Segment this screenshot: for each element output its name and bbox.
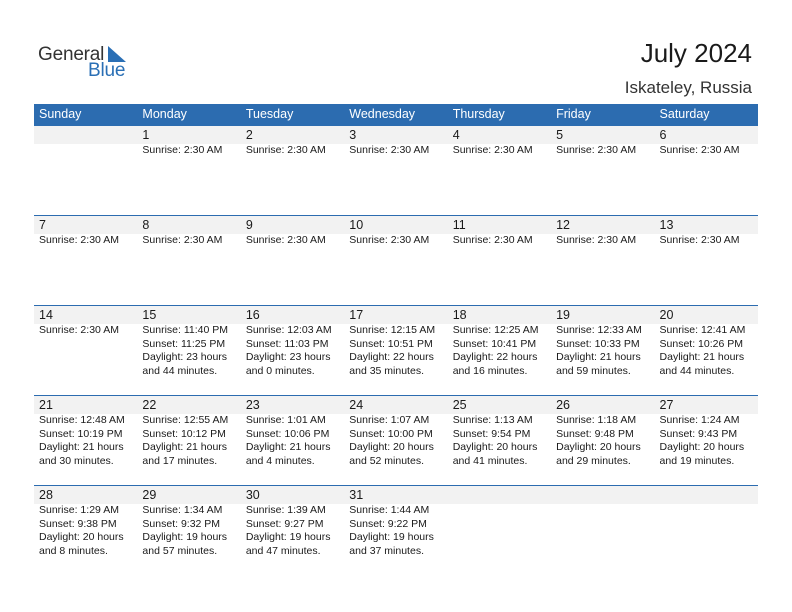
day-info-line: Sunrise: 1:18 AM <box>556 414 637 426</box>
day-info-line: Daylight: 23 hours <box>142 351 228 363</box>
day-info-line: Sunset: 10:33 PM <box>556 337 640 350</box>
day-info-line: Sunset: 9:48 PM <box>556 427 634 440</box>
day-info-line: Daylight: 20 hours <box>452 441 538 453</box>
day-info-line: Sunset: 11:03 PM <box>245 337 329 350</box>
day-number <box>39 126 137 144</box>
day-cell <box>241 216 344 248</box>
day-info-line: Sunrise: 12:55 AM <box>142 414 229 426</box>
day-info-line: Sunrise: 2:30 AM <box>39 324 119 336</box>
day-info-line: Daylight: 21 hours <box>39 441 124 453</box>
day-number: 29 <box>142 488 157 502</box>
day-number <box>453 486 551 504</box>
day-number: 31 <box>349 488 364 502</box>
day-info-line: Sunrise: 12:48 AM <box>39 414 125 426</box>
day-info-line: Sunrise: 1:01 AM <box>245 414 326 426</box>
day-info-line: Sunrise: 2:30 AM <box>245 234 326 246</box>
day-info-line: Sunset: 9:43 PM <box>659 427 738 440</box>
day-info-line: Sunrise: 1:29 AM <box>39 504 119 516</box>
day-cell <box>137 486 240 558</box>
day-info-line: Sunrise: 2:30 AM <box>659 144 740 156</box>
day-info-line: Sunrise: 2:30 AM <box>142 234 223 246</box>
day-number: 8 <box>142 218 150 232</box>
day-info-line: Sunset: 10:26 PM <box>659 337 743 350</box>
day-info-line: and 29 minutes. <box>556 454 631 467</box>
day-info-line: Sunrise: 12:41 AM <box>659 324 746 336</box>
weekday-monday: Monday <box>142 107 187 121</box>
day-info-line: Daylight: 20 hours <box>349 441 434 453</box>
day-info-line: Sunset: 10:19 PM <box>39 427 123 440</box>
day-number: 23 <box>245 398 260 412</box>
day-cell <box>34 306 137 378</box>
day-info-line: Sunrise: 2:30 AM <box>142 144 223 156</box>
day-cell <box>344 486 447 558</box>
weekday-wednesday: Wednesday <box>349 107 416 121</box>
day-info-line: Sunrise: 12:03 AM <box>245 324 332 336</box>
day-number: 5 <box>556 128 564 142</box>
day-info-line: and 30 minutes. <box>39 454 114 467</box>
weekday-thursday: Thursday <box>452 107 505 121</box>
weekday-saturday: Saturday <box>659 107 710 121</box>
day-info-line: and 47 minutes. <box>245 544 321 557</box>
day-info-line: Sunrise: 1:44 AM <box>349 504 430 516</box>
day-cell <box>344 126 447 158</box>
day-cell <box>448 126 551 158</box>
day-info-line: Sunrise: 2:30 AM <box>349 234 430 246</box>
day-info-line: Sunrise: 2:30 AM <box>452 144 533 156</box>
day-number: 16 <box>245 308 260 322</box>
day-info-line: and 52 minutes. <box>349 454 424 467</box>
day-number: 7 <box>39 218 46 232</box>
day-cell <box>448 486 551 558</box>
day-info-line: Sunset: 10:00 PM <box>349 427 433 440</box>
day-cell <box>344 306 447 378</box>
day-cell <box>655 126 758 158</box>
week-days <box>34 216 758 248</box>
day-number: 19 <box>556 308 571 322</box>
day-cell <box>655 396 758 468</box>
day-info-line: Sunrise: 12:25 AM <box>452 324 539 336</box>
day-cell <box>655 216 758 248</box>
day-cell <box>241 306 344 378</box>
day-info-line: and 8 minutes. <box>39 544 108 557</box>
day-info-line: Sunrise: 12:33 AM <box>556 324 642 336</box>
day-info-line: Sunset: 10:51 PM <box>349 337 433 350</box>
day-cell <box>241 396 344 468</box>
weekday-header <box>34 104 758 125</box>
day-number: 14 <box>39 308 53 322</box>
day-info-line: Daylight: 21 hours <box>142 441 228 453</box>
day-info-line: Sunrise: 2:30 AM <box>452 234 533 246</box>
logo-blue-text: Blue <box>88 60 126 81</box>
day-info-line: Sunrise: 2:30 AM <box>556 234 637 246</box>
day-number: 1 <box>142 128 150 142</box>
day-number: 28 <box>39 488 53 502</box>
day-number: 13 <box>659 218 674 232</box>
day-info-line: Sunset: 10:12 PM <box>142 427 226 440</box>
day-number: 25 <box>452 398 467 412</box>
day-number: 4 <box>452 128 460 142</box>
weekday-friday: Friday <box>556 107 591 121</box>
day-cell <box>344 216 447 248</box>
day-cell <box>241 126 344 158</box>
day-info-line: Sunrise: 2:30 AM <box>659 234 740 246</box>
day-info-line: Daylight: 23 hours <box>245 351 331 363</box>
day-info-line: and 16 minutes. <box>452 364 528 377</box>
day-number: 12 <box>556 218 571 232</box>
week-row <box>34 305 758 395</box>
day-info-line: Sunset: 9:27 PM <box>245 517 324 530</box>
day-info-line: and 19 minutes. <box>659 454 735 467</box>
day-info-line: and 59 minutes. <box>556 364 631 377</box>
day-number: 24 <box>349 398 364 412</box>
day-cell <box>551 126 654 158</box>
day-info-line: Sunset: 9:54 PM <box>452 427 531 440</box>
day-number: 22 <box>142 398 157 412</box>
week-days <box>34 396 758 468</box>
day-cell <box>241 486 344 558</box>
day-info-line: Sunrise: 2:30 AM <box>556 144 637 156</box>
day-info-line: and 57 minutes. <box>142 544 218 557</box>
day-info-line: Sunset: 11:25 PM <box>142 337 226 350</box>
day-info-line: Sunset: 9:32 PM <box>142 517 221 530</box>
day-info-line: and 44 minutes. <box>142 364 218 377</box>
day-info-line: Sunset: 10:06 PM <box>245 427 330 440</box>
day-number: 15 <box>142 308 157 322</box>
day-info-line: and 17 minutes. <box>142 454 218 467</box>
day-number: 26 <box>556 398 571 412</box>
location-subtitle: Iskateley, Russia <box>624 78 752 97</box>
day-number: 11 <box>452 218 466 232</box>
day-info-line: Sunrise: 1:34 AM <box>142 504 223 516</box>
logo-general-text: General <box>38 44 105 65</box>
day-info-line: Sunset: 9:22 PM <box>349 517 427 530</box>
week-row <box>34 125 758 215</box>
day-info-line: Daylight: 19 hours <box>142 531 228 543</box>
day-info-line: and 0 minutes. <box>245 364 315 377</box>
day-cell <box>448 216 551 248</box>
day-cell <box>137 306 240 378</box>
week-days <box>34 486 758 558</box>
day-number: 9 <box>245 218 253 232</box>
day-cell <box>137 216 240 248</box>
day-cell <box>34 126 137 158</box>
day-number: 17 <box>349 308 364 322</box>
week-days <box>34 306 758 378</box>
weekday-sunday: Sunday <box>39 107 82 121</box>
day-number <box>660 486 758 504</box>
day-number: 21 <box>39 398 53 412</box>
day-cell <box>655 486 758 558</box>
day-info-line: Sunrise: 1:39 AM <box>245 504 326 516</box>
day-info-line: Daylight: 21 hours <box>556 351 641 363</box>
day-cell <box>551 486 654 558</box>
day-cell <box>344 396 447 468</box>
day-info-line: Sunrise: 1:24 AM <box>659 414 740 426</box>
day-info-line: Daylight: 19 hours <box>245 531 331 543</box>
day-cell <box>34 216 137 248</box>
day-cell <box>551 306 654 378</box>
day-info-line: Sunrise: 2:30 AM <box>349 144 430 156</box>
day-number: 6 <box>659 128 667 142</box>
day-info-line: Sunrise: 2:30 AM <box>39 234 119 246</box>
day-cell <box>551 216 654 248</box>
day-number: 3 <box>349 128 357 142</box>
day-number: 10 <box>349 218 364 232</box>
day-number: 2 <box>245 128 253 142</box>
day-info-line: and 37 minutes. <box>349 544 424 557</box>
week-row <box>34 395 758 485</box>
day-number: 18 <box>452 308 467 322</box>
day-info-line: Daylight: 20 hours <box>39 531 124 543</box>
day-info-line: Daylight: 22 hours <box>452 351 538 363</box>
day-cell <box>137 396 240 468</box>
day-info-line: Sunrise: 1:13 AM <box>452 414 533 426</box>
week-row <box>34 485 758 575</box>
day-cell <box>34 396 137 468</box>
day-cell <box>448 306 551 378</box>
day-info-line: Sunrise: 2:30 AM <box>245 144 326 156</box>
day-info-line: and 41 minutes. <box>452 454 528 467</box>
day-cell <box>137 126 240 158</box>
day-number: 20 <box>659 308 674 322</box>
week-days <box>34 126 758 158</box>
day-cell <box>655 306 758 378</box>
day-info-line: Daylight: 20 hours <box>556 441 641 453</box>
day-cell <box>551 396 654 468</box>
day-info-line: and 4 minutes. <box>245 454 315 467</box>
weekday-tuesday: Tuesday <box>245 107 294 121</box>
day-info-line: Daylight: 22 hours <box>349 351 434 363</box>
day-info-line: Sunset: 10:41 PM <box>452 337 537 350</box>
day-number: 27 <box>659 398 674 412</box>
day-info-line: Sunrise: 11:40 PM <box>142 324 229 336</box>
day-info-line: and 44 minutes. <box>659 364 735 377</box>
day-info-line: Daylight: 21 hours <box>245 441 331 453</box>
day-info-line: Sunrise: 1:07 AM <box>349 414 430 426</box>
calendar-weeks <box>34 125 758 575</box>
logo <box>38 44 138 84</box>
day-info-line: and 35 minutes. <box>349 364 424 377</box>
week-row <box>34 215 758 305</box>
day-info-line: Sunset: 9:38 PM <box>39 517 117 530</box>
day-info-line: Daylight: 20 hours <box>659 441 745 453</box>
day-info-line: Daylight: 21 hours <box>659 351 745 363</box>
page-title: July 2024 <box>640 38 752 68</box>
day-number <box>556 486 654 504</box>
calendar-grid <box>34 104 758 575</box>
day-cell <box>34 486 137 558</box>
day-cell <box>448 396 551 468</box>
day-info-line: Daylight: 19 hours <box>349 531 434 543</box>
day-info-line: Sunrise: 12:15 AM <box>349 324 436 336</box>
day-number: 30 <box>245 488 260 502</box>
